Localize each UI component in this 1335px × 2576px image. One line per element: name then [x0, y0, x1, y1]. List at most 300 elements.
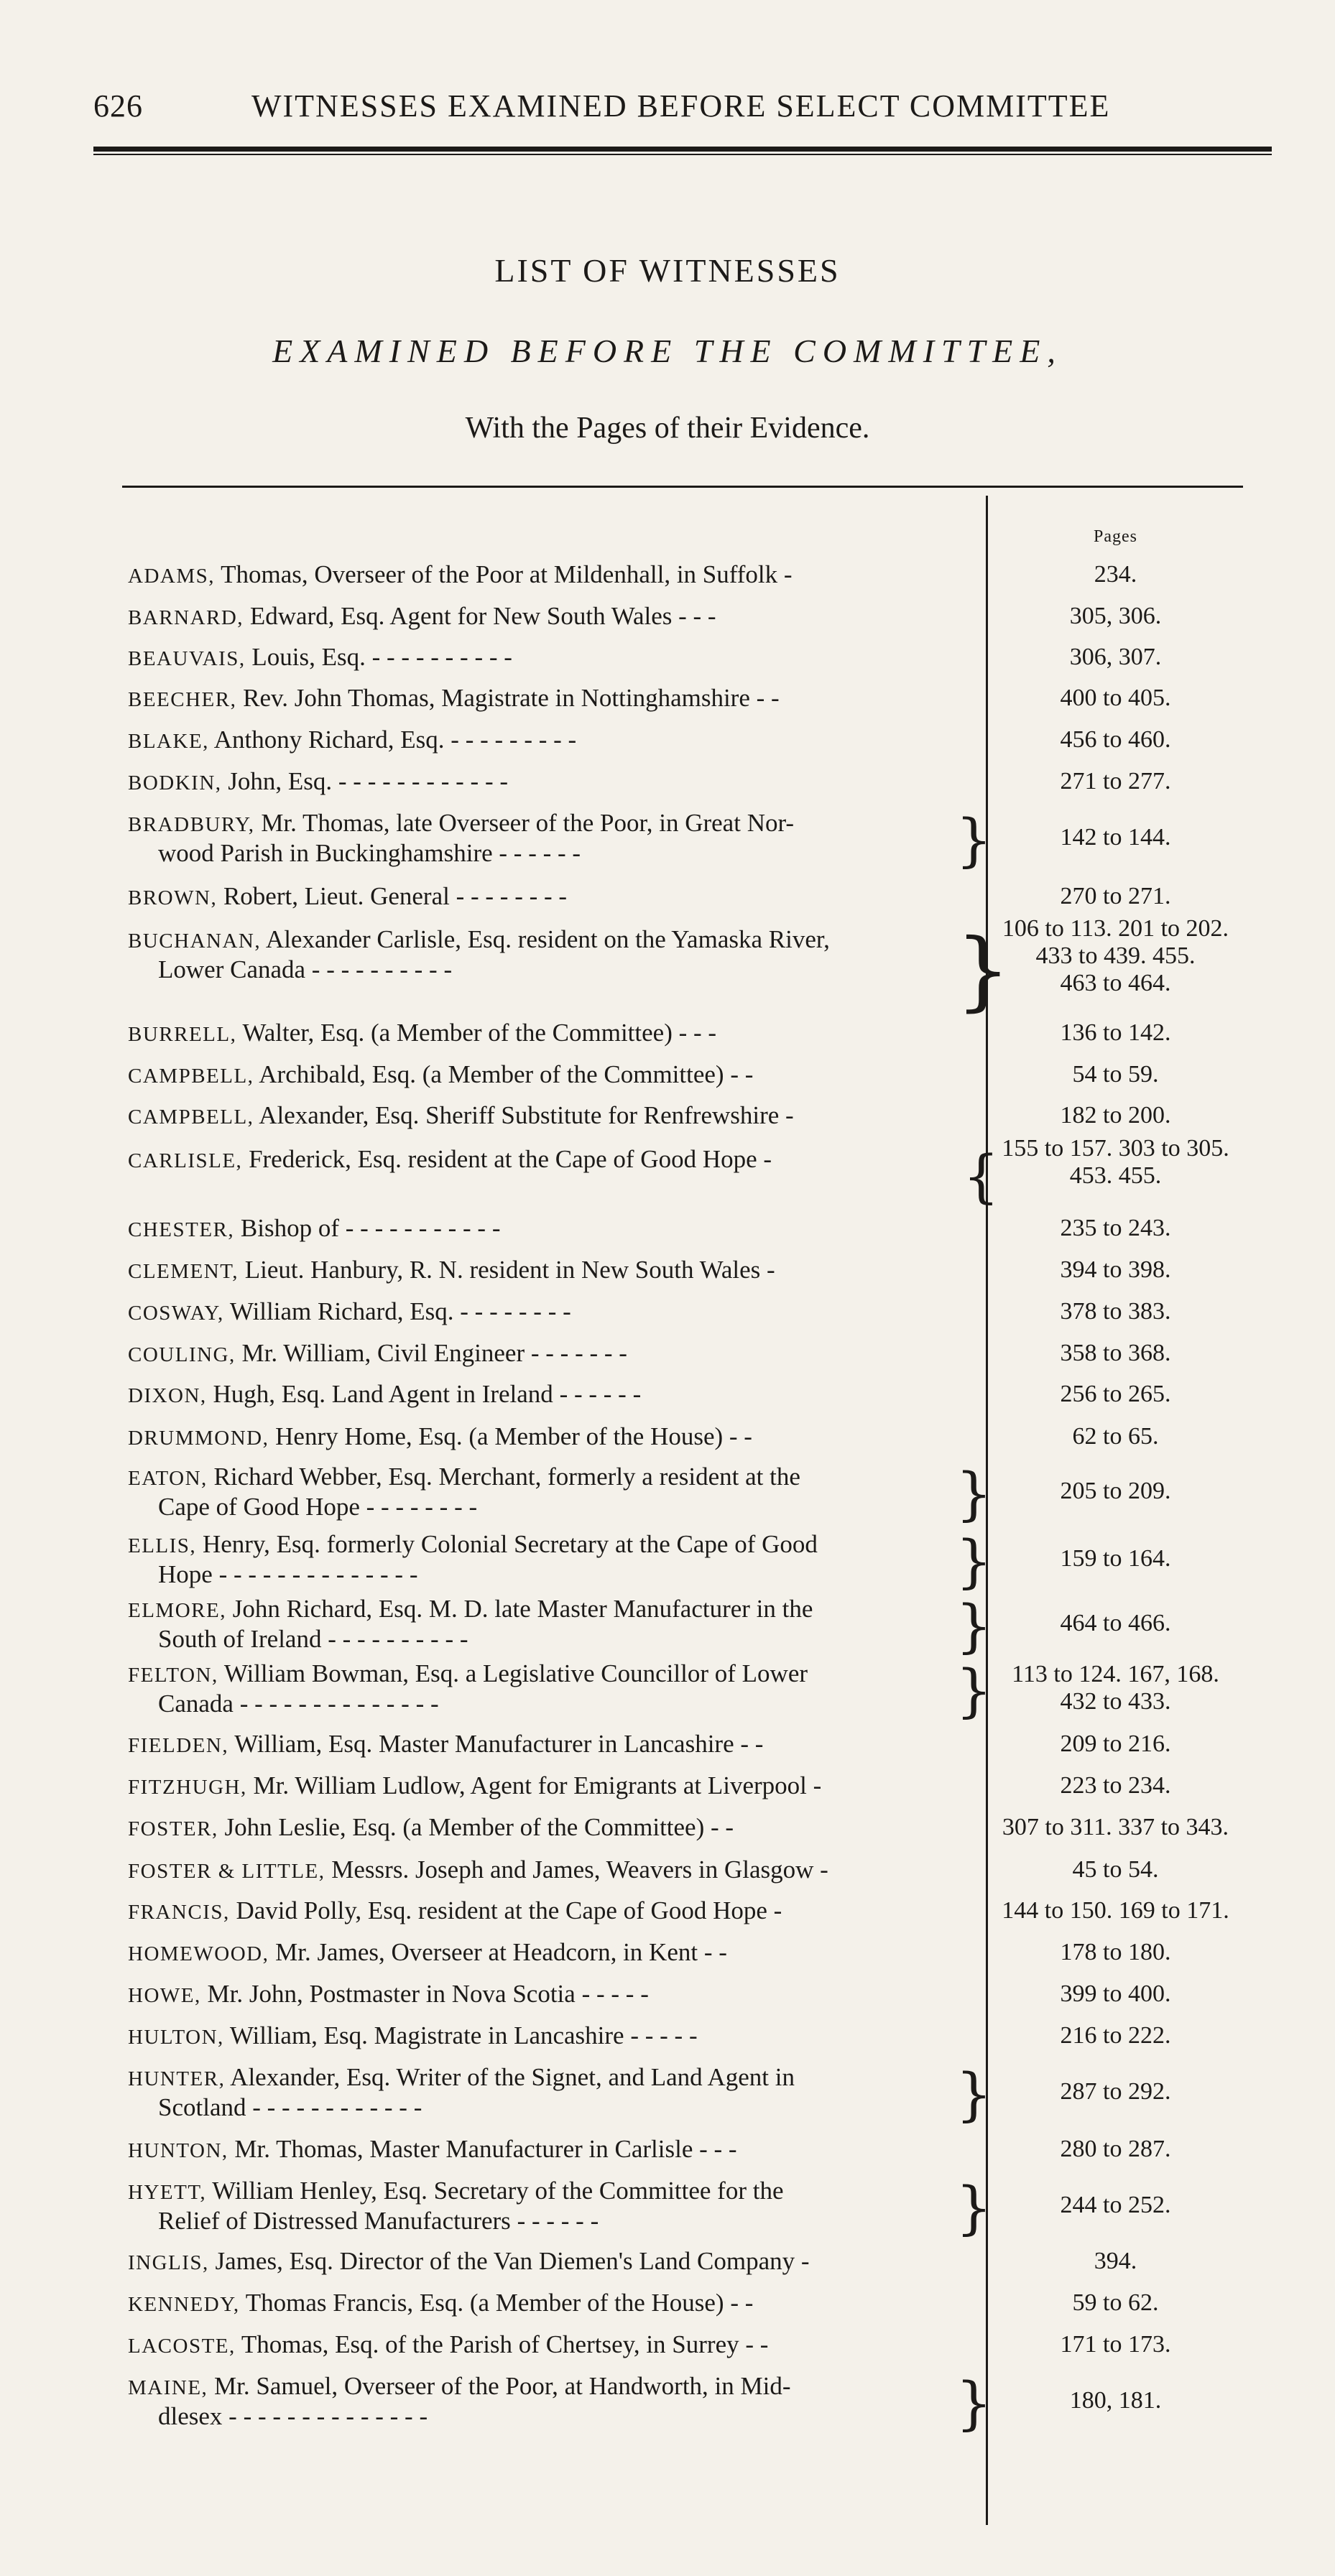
leader-dashes: - - - - - - - -: [453, 1297, 571, 1325]
evidence-pages: [988, 1340, 1243, 1367]
evidence-pages: [988, 1019, 1243, 1047]
witness-surname: HOWE,: [128, 1984, 201, 2007]
evidence-pages: [988, 603, 1243, 630]
witness-name-line: [128, 925, 977, 955]
witness-description: Rev. John Thomas, Magistrate in Nottinghamshire: [236, 684, 750, 712]
witness-description: Edward, Esq. Agent for New South Wales: [244, 602, 673, 630]
witness-surname: FITZHUGH,: [128, 1776, 247, 1799]
witness-surname: CHESTER,: [128, 1218, 235, 1241]
witness-name-line: [128, 2247, 977, 2277]
curly-brace: }: [956, 807, 992, 874]
pages-column-heading: Pages: [1094, 527, 1137, 546]
witness-surname: FOSTER,: [128, 1817, 218, 1840]
witness-name: [128, 1339, 977, 1369]
witness-name-continuation: [128, 1493, 977, 1521]
curly-brace: }: [956, 2370, 992, 2437]
leader-dashes: - - - - - - - - - - -: [339, 1214, 501, 1242]
evidence-pages: [988, 644, 1243, 671]
page-reference: 432 to 433.: [1060, 1688, 1171, 1715]
witness-name-line: [128, 2289, 977, 2319]
evidence-pages: [988, 726, 1243, 754]
evidence-pages: [988, 2192, 1243, 2219]
witness-description: Alexander Carlisle, Esq. resident on the Yamaska River,: [261, 925, 830, 953]
witness-surname: HOMEWOOD,: [128, 1942, 269, 1965]
witness-surname: CLEMENT,: [128, 1260, 239, 1283]
witness-name-continuation: [128, 2093, 977, 2122]
witness-name-continuation: [128, 839, 977, 868]
witness-surname: BODKIN,: [128, 772, 222, 794]
witness-name: [128, 2289, 977, 2319]
page-reference: 113 to 124. 167, 168.: [1012, 1661, 1219, 1687]
witness-description: Mr. William, Civil Engineer: [235, 1339, 525, 1367]
witness-name: [128, 882, 977, 912]
witness-surname: FELTON,: [128, 1664, 218, 1687]
evidence-pages: [988, 1298, 1243, 1325]
leader-dashes: - -: [724, 1060, 754, 1088]
leader-dashes: - -: [724, 2289, 754, 2317]
witness-name: [128, 1019, 977, 1049]
page-reference: 306, 307.: [1069, 644, 1162, 670]
leader-dashes: -: [767, 1896, 782, 1924]
witness-description: Mr. Thomas, late Overseer of the Poor, in Great Nor-: [254, 809, 795, 837]
page-reference: 171 to 173.: [1060, 2331, 1171, 2358]
witness-name: [128, 726, 977, 756]
witness-description: William Richard, Esq.: [223, 1297, 454, 1325]
curly-brace: {: [963, 1143, 999, 1210]
witness-description: Frederick, Esq. resident at the Cape of Good Hope: [242, 1145, 757, 1173]
witness-description: William, Esq. Magistrate in Lancashire: [223, 2021, 624, 2049]
witness-description: Richard Webber, Esq. Merchant, formerly a resident at the: [207, 1463, 800, 1491]
page-reference: 456 to 460.: [1060, 726, 1171, 753]
witness-name: [128, 2021, 977, 2052]
witness-surname: BLAKE,: [128, 730, 209, 753]
witness-name-line: [128, 882, 977, 912]
witness-name: [128, 1813, 977, 1843]
witness-name-line: [128, 1771, 977, 1802]
evidence-pages: [988, 915, 1243, 997]
leader-dashes: - - -: [672, 602, 716, 630]
witness-surname: HYETT,: [128, 2181, 207, 2204]
witness-description: Mr. James, Overseer at Headcorn, in Kent: [269, 1938, 698, 1966]
witness-name: [128, 1145, 977, 1175]
leader-dashes: - - - - - -: [553, 1380, 642, 1408]
witness-surname: DIXON,: [128, 1384, 207, 1407]
leader-dashes: - - - - - - - -: [359, 1493, 478, 1521]
witness-description-continued: Canada: [158, 1690, 234, 1718]
page-reference: 394 to 398.: [1060, 1256, 1171, 1283]
page-reference: 358 to 368.: [1060, 1340, 1171, 1366]
witness-name-line: [128, 602, 977, 632]
witness-name-line: [128, 1214, 977, 1244]
leader-dashes: - - - - - - - - - - - - - -: [233, 1690, 439, 1718]
leader-dashes: - - - - - - - - -: [444, 726, 577, 754]
page-reference: 144 to 150. 169 to 171.: [1002, 1897, 1229, 1924]
witness-surname: BEAUVAIS,: [128, 647, 246, 670]
witness-description: John Leslie, Esq. (a Member of the Committee): [218, 1813, 705, 1841]
curly-brace: }: [956, 1657, 992, 1724]
witness-surname: HUNTON,: [128, 2139, 228, 2162]
witness-name-continuation: [128, 2207, 977, 2236]
witness-name-line: [128, 1422, 977, 1453]
evidence-pages: [988, 1423, 1243, 1450]
page-reference: 178 to 180.: [1060, 1939, 1171, 1965]
witness-name: [128, 1896, 977, 1927]
witness-description: William, Esq. Master Manufacturer in Lancashire: [228, 1730, 734, 1758]
witness-name-line: [128, 1896, 977, 1927]
page-reference: 54 to 59.: [1072, 1061, 1159, 1088]
witness-description: Henry, Esq. formerly Colonial Secretary at the Cape of Good: [196, 1530, 818, 1558]
witness-name: [128, 1530, 977, 1589]
evidence-pages: [988, 2248, 1243, 2275]
evidence-pages: [988, 2136, 1243, 2163]
witness-description: Louis, Esq.: [245, 643, 366, 671]
witness-name: [128, 1101, 977, 1131]
leader-dashes: - -: [739, 2330, 769, 2358]
witness-description: Anthony Richard, Esq.: [208, 726, 445, 754]
witness-surname: BARNARD,: [128, 606, 244, 629]
witness-name: [128, 560, 977, 590]
witness-surname: BROWN,: [128, 886, 218, 909]
page-reference: 399 to 400.: [1060, 1980, 1171, 2007]
witness-name-line: [128, 1380, 977, 1410]
leader-dashes: - - - - - - - -: [449, 882, 568, 910]
evidence-pages: [988, 1939, 1243, 1966]
witness-surname: LACOSTE,: [128, 2335, 236, 2358]
witness-description: David Polly, Esq. resident at the Cape of Good Hope: [229, 1896, 767, 1924]
page-reference: 307 to 311. 337 to 343.: [1002, 1814, 1229, 1840]
leader-dashes: - - - - - - - - - - - - - -: [212, 1560, 418, 1588]
evidence-pages: [988, 1102, 1243, 1129]
witness-name: [128, 2135, 977, 2165]
witness-name-line: [128, 1530, 977, 1560]
witness-name-line: [128, 1256, 977, 1286]
witness-description: Bishop of: [234, 1214, 340, 1242]
witness-name-line: [128, 1730, 977, 1760]
page-reference: 59 to 62.: [1072, 2289, 1159, 2316]
leader-dashes: - - - - - - - - - - - - - -: [222, 2402, 428, 2430]
witness-surname: EATON,: [128, 1467, 208, 1490]
witness-surname: FOSTER & LITTLE,: [128, 1860, 325, 1883]
leader-dashes: -: [779, 1101, 794, 1129]
witness-name-line: [128, 2177, 977, 2207]
leader-dashes: - - -: [693, 2135, 737, 2163]
witness-description: John Richard, Esq. M. D. late Master Manufacturer in the: [226, 1595, 813, 1623]
witness-name-line: [128, 1101, 977, 1131]
witness-name: [128, 1463, 977, 1521]
page-reference: 142 to 144.: [1060, 824, 1171, 851]
leader-dashes: -: [777, 560, 793, 588]
page-reference: 270 to 271.: [1060, 883, 1171, 909]
witness-name-line: [128, 1595, 977, 1625]
evidence-pages: [988, 685, 1243, 712]
witness-description: Messrs. Joseph and James, Weavers in Glasgow: [325, 1855, 814, 1884]
witness-surname: FRANCIS,: [128, 1901, 230, 1924]
witness-name-line: [128, 1297, 977, 1328]
witness-name: [128, 2247, 977, 2277]
page-reference: 464 to 466.: [1060, 1610, 1171, 1636]
witness-description: Robert, Lieut. General: [217, 882, 450, 910]
witness-name-line: [128, 2372, 977, 2402]
witness-surname: COULING,: [128, 1343, 236, 1366]
witness-description: Alexander, Esq. Sheriff Substitute for Renfrewshire: [254, 1101, 780, 1129]
evidence-pages: [988, 1256, 1243, 1284]
leader-dashes: - -: [749, 684, 780, 712]
curly-brace: }: [956, 2174, 992, 2241]
witness-name-line: [128, 1145, 977, 1175]
evidence-pages: [988, 883, 1243, 910]
witness-description-continued: dlesex: [158, 2402, 223, 2430]
witness-name: [128, 2177, 977, 2236]
table-top-rule: [122, 486, 1243, 488]
witness-name-line: [128, 2330, 977, 2360]
witness-name-line: [128, 1938, 977, 1968]
witness-name-continuation: [128, 1560, 977, 1589]
witness-name: [128, 809, 977, 868]
page-reference: 453. 455.: [1069, 1162, 1162, 1189]
page-reference: 159 to 164.: [1060, 1545, 1171, 1572]
witness-name-line: [128, 643, 977, 673]
page-reference: 235 to 243.: [1060, 1215, 1171, 1241]
witness-surname: COSWAY,: [128, 1302, 224, 1325]
witness-description-continued: wood Parish in Buckinghamshire: [158, 839, 493, 867]
leader-dashes: - - - - - - - - - - - -: [246, 2093, 422, 2121]
witness-name: [128, 1595, 977, 1654]
evidence-pages: [988, 1545, 1243, 1572]
witness-description: Mr. Samuel, Overseer of the Poor, at Handworth, in Mid-: [208, 2372, 791, 2400]
evidence-pages: [988, 2387, 1243, 2414]
page-reference: 271 to 277.: [1060, 768, 1171, 794]
evidence-pages: [988, 2022, 1243, 2049]
witness-surname: ADAMS,: [128, 565, 215, 588]
leader-dashes: - - - - - - -: [525, 1339, 627, 1367]
witness-name: [128, 1060, 977, 1090]
running-header: [93, 88, 1272, 131]
leader-dashes: - - -: [672, 1019, 717, 1047]
page-reference: 106 to 113. 201 to 202.: [1002, 915, 1229, 942]
page-reference: 463 to 464.: [1060, 970, 1171, 996]
leader-dashes: - - - - - -: [492, 839, 581, 867]
witness-surname: HUNTER,: [128, 2067, 226, 2090]
curly-brace: }: [956, 921, 1011, 1021]
running-title: WITNESSES EXAMINED BEFORE SELECT COMMITTEE: [251, 88, 1111, 124]
witness-description: Thomas, Overseer of the Poor at Mildenhall, in Suffolk: [215, 560, 778, 588]
witness-surname: ELMORE,: [128, 1599, 226, 1622]
witness-surname: HULTON,: [128, 2026, 224, 2049]
witness-description: Thomas, Esq. of the Parish of Chertsey, in Surrey: [235, 2330, 739, 2358]
page-reference: 394.: [1094, 2248, 1137, 2274]
witness-name: [128, 925, 977, 984]
evidence-pages: [988, 1061, 1243, 1088]
witness-description-continued: Cape of Good Hope: [158, 1493, 360, 1521]
leader-dashes: - - - - -: [624, 2021, 698, 2049]
witness-name-line: [128, 2063, 977, 2093]
witness-name: [128, 1938, 977, 1968]
witness-name: [128, 1771, 977, 1802]
header-rule-thick: [93, 147, 1272, 152]
witness-description: Mr. John, Postmaster in Nova Scotia: [200, 1980, 576, 2008]
evidence-pages: [988, 1478, 1243, 1505]
witness-description: Alexander, Esq. Writer of the Signet, and Land Agent in: [225, 2063, 795, 2091]
page-reference: 155 to 157. 303 to 305.: [1002, 1135, 1229, 1162]
witness-name: [128, 1980, 977, 2010]
witness-name-line: [128, 767, 977, 797]
page-reference: 287 to 292.: [1060, 2078, 1171, 2105]
curly-brace: }: [956, 1460, 992, 1527]
witness-surname: CAMPBELL,: [128, 1065, 254, 1088]
witness-name-line: [128, 726, 977, 756]
leader-dashes: - - - - - - - - - -: [365, 643, 512, 671]
leader-dashes: -: [806, 1771, 822, 1799]
leader-dashes: - - - - - - - - - -: [305, 955, 453, 983]
page-reference: 62 to 65.: [1072, 1423, 1159, 1450]
witness-name: [128, 1214, 977, 1244]
evidence-pages: [988, 2331, 1243, 2358]
witness-name: [128, 1297, 977, 1328]
page-reference: 136 to 142.: [1060, 1019, 1171, 1046]
evidence-pages: [988, 768, 1243, 795]
witness-surname: CAMPBELL,: [128, 1106, 254, 1129]
evidence-pages: [988, 1897, 1243, 1924]
evidence-pages: [988, 1856, 1243, 1884]
witness-surname: INGLIS,: [128, 2251, 209, 2274]
witness-description-continued: Lower Canada: [158, 955, 306, 983]
page-reference: 305, 306.: [1069, 603, 1162, 629]
witness-name: [128, 1422, 977, 1453]
evidence-pages: [988, 1814, 1243, 1841]
curly-brace: }: [956, 1593, 992, 1659]
witness-name-line: [128, 1855, 977, 1886]
witness-name-continuation: [128, 1690, 977, 1718]
witness-description: Henry Home, Esq. (a Member of the House): [269, 1422, 724, 1450]
evidence-pages: [988, 1610, 1243, 1637]
witness-description: William Bowman, Esq. a Legislative Councillor of Lower: [218, 1659, 808, 1687]
witness-name-line: [128, 1060, 977, 1090]
witness-name-line: [128, 1463, 977, 1493]
page-number: 626: [93, 88, 143, 124]
evidence-pages: [988, 1135, 1243, 1190]
page-reference: 256 to 265.: [1060, 1381, 1171, 1407]
page-reference: 182 to 200.: [1060, 1102, 1171, 1129]
witness-description: John, Esq.: [221, 767, 333, 795]
evidence-pages: [988, 561, 1243, 588]
page-reference: 209 to 216.: [1060, 1731, 1171, 1757]
page-reference: 433 to 439. 455.: [1035, 942, 1196, 969]
evidence-pages: [988, 2078, 1243, 2105]
witness-description-continued: Relief of Distressed Manufacturers: [158, 2207, 511, 2235]
leader-dashes: -: [760, 1256, 775, 1284]
page-reference: 223 to 234.: [1060, 1772, 1171, 1799]
witness-description: William Henley, Esq. Secretary of the Committee for the: [206, 2177, 784, 2205]
witness-description-continued: South of Ireland: [158, 1625, 322, 1653]
witness-name: [128, 1855, 977, 1886]
witness-surname: BUCHANAN,: [128, 930, 262, 953]
evidence-pages: [988, 1215, 1243, 1242]
page-reference: 216 to 222.: [1060, 2022, 1171, 2049]
page-reference: 378 to 383.: [1060, 1298, 1171, 1325]
witness-name: [128, 2063, 977, 2122]
witness-surname: BURRELL,: [128, 1023, 237, 1046]
leader-dashes: - - - - - - - - - -: [321, 1625, 468, 1653]
witness-surname: FIELDEN,: [128, 1734, 229, 1757]
curly-brace: }: [956, 1528, 992, 1595]
page-reference: 180, 181.: [1069, 2387, 1162, 2414]
witness-surname: CARLISLE,: [128, 1149, 243, 1172]
witness-name-line: [128, 1813, 977, 1843]
header-rule-thin: [93, 154, 1272, 155]
page-reference: 244 to 252.: [1060, 2192, 1171, 2218]
witness-name: [128, 602, 977, 632]
witness-name-line: [128, 809, 977, 839]
leader-dashes: - - - - - -: [510, 2207, 599, 2235]
witness-description-continued: Scotland: [158, 2093, 246, 2121]
witness-description: Thomas Francis, Esq. (a Member of the House): [239, 2289, 724, 2317]
witness-description: Archibald, Esq. (a Member of the Committee): [254, 1060, 724, 1088]
leader-dashes: -: [757, 1145, 772, 1173]
witness-name: [128, 2372, 977, 2431]
page-reference: 400 to 405.: [1060, 685, 1171, 711]
witness-name-line: [128, 1339, 977, 1369]
witness-name-line: [128, 1019, 977, 1049]
witness-name: [128, 643, 977, 673]
witness-description: Mr. William Ludlow, Agent for Emigrants at Liverpool: [246, 1771, 807, 1799]
list-title: LIST OF WITNESSES: [494, 252, 841, 289]
witness-name: [128, 684, 977, 714]
witness-description: James, Esq. Director of the Van Diemen's Land Company: [208, 2247, 795, 2275]
page-reference: 234.: [1094, 561, 1137, 588]
evidence-pages: [988, 2289, 1243, 2317]
witness-name-continuation: [128, 1625, 977, 1654]
list-subtitle: EXAMINED BEFORE THE COMMITTEE,: [272, 333, 1063, 369]
leader-dashes: - -: [734, 1730, 764, 1758]
witness-name-line: [128, 2021, 977, 2052]
witness-name-line: [128, 2135, 977, 2165]
evidence-pages: [988, 1980, 1243, 2008]
witness-name-continuation: [128, 2402, 977, 2431]
witness-name: [128, 1256, 977, 1286]
leader-dashes: - - - - -: [575, 1980, 649, 2008]
witness-name-line: [128, 1659, 977, 1690]
witness-name-continuation: [128, 955, 977, 984]
leader-dashes: - - - - - - - - - - - -: [332, 767, 509, 795]
witness-description-continued: Hope: [158, 1560, 213, 1588]
witness-description: Mr. Thomas, Master Manufacturer in Carlisle: [228, 2135, 693, 2163]
leader-dashes: - -: [723, 1422, 752, 1450]
witness-surname: KENNEDY,: [128, 2293, 240, 2316]
witness-surname: BRADBURY,: [128, 813, 255, 836]
evidence-pages: [988, 824, 1243, 851]
witness-name-line: [128, 684, 977, 714]
leader-dashes: - -: [704, 1813, 734, 1841]
leader-dashes: - -: [698, 1938, 727, 1966]
evidence-pages: [988, 1661, 1243, 1715]
witness-description: Lieut. Hanbury, R. N. resident in New South Wales: [239, 1256, 761, 1284]
witness-name-line: [128, 560, 977, 590]
evidence-pages: [988, 1731, 1243, 1758]
leader-dashes: -: [813, 1855, 828, 1884]
witness-name: [128, 1730, 977, 1760]
witness-description: Walter, Esq. (a Member of the Committee): [236, 1019, 673, 1047]
page-reference: 205 to 209.: [1060, 1478, 1171, 1504]
page-reference: 280 to 287.: [1060, 2136, 1171, 2162]
curly-brace: }: [956, 2061, 992, 2128]
leader-dashes: -: [795, 2247, 810, 2275]
witness-surname: MAINE,: [128, 2376, 208, 2399]
witness-name: [128, 2330, 977, 2360]
evidence-pages: [988, 1772, 1243, 1799]
witness-name-line: [128, 1980, 977, 2010]
witness-name: [128, 767, 977, 797]
witness-name: [128, 1380, 977, 1410]
